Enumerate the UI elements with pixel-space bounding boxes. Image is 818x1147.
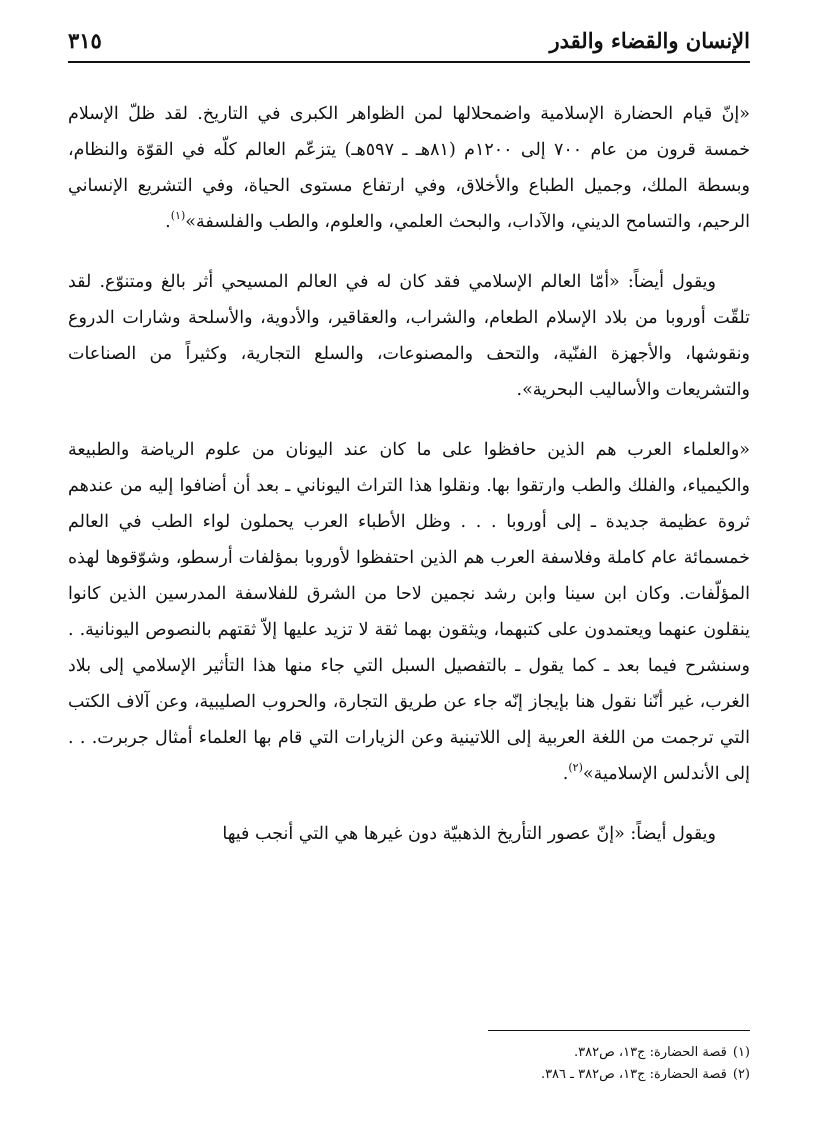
footnote-divider (488, 1030, 750, 1031)
paragraph-tail: . (165, 212, 171, 232)
main-text (68, 96, 750, 876)
paragraph-text: «إنّ قيام الحضارة الإسلامية واضمحلالها لمن الظواهر الكبرى في التاريخ. لقد ظلّ الإسلام خمسة قرون من عام ٧٠٠ إلى ١٢٠٠م (٨١هـ ـ ٥٩٧هـ) يتزعّم العالم كلّه في القوّة والنظام، وبسطة الملك، وجميل الطباع والأخلاق، وفي ارتفاع مستوى الحياة، وفي التشريع الإنساني الرحيم، والتسامح الديني، والآداب، والبحث العلمي، والعلوم، والطب والفلسفة» (68, 104, 751, 232)
footnote-2 (68, 1064, 750, 1086)
footnote-text: قصة الحضارة: ج١٣، ص٣٨٢. (573, 1045, 727, 1060)
footnote-number: (١) (732, 1045, 750, 1060)
header-divider (68, 61, 750, 63)
footnote-number: (٢) (732, 1067, 750, 1082)
footnote-text: قصة الحضارة: ج١٣، ص٣٨٢ ـ ٣٨٦. (540, 1067, 727, 1082)
paragraph-text: «والعلماء العرب هم الذين حافظوا على ما كان عند اليونان من علوم الرياضة والطبيعة والكيمياء، والفلك والطب وارتقوا بها. ونقلوا هذا التراث اليوناني ـ بعد أن أضافوا إليه من عندهم ثروة عظيمة جديدة ـ إلى أوروبا . . . وظل الأطباء العرب يحملون لواء الطب في العالم خمسمائة عام كاملة وفلاسفة العرب هم الذين احتفظوا لأوروبا بمؤلفات أرسطو، وشوّقوها لهذه المؤلّفات. وكان ابن سينا وابن رشد نجمين لاحا من الشرق للفلاسفة المدرسين الذين كانوا ينقلون عنهما ويعتمدون على كتبهما، ويثقون بهما ثقة لا تزيد عليها إلاّ ثقتهم بالنصوص اليونانية. . وسنشرح فيما بعد ـ كما يقول ـ بالتفصيل السبل التي جاء منها هذا التأثير الإسلامي إلى بلاد الغرب، غير أنّنا نقول هنا بإيجاز إنّه جاء عن طريق التجارة، والحروب الصليبية، وعن آلاف الكتب التي ترجمت من اللغة العربية إلى اللاتينية وعن الزيارات التي قام بها العلماء أمثال جربرت. . . إلى الأندلس الإسلامية» (68, 440, 750, 784)
paragraph-text: ويقول أيضاً: «أمّا العالم الإسلامي فقد كان له في العالم المسيحي أثر بالغ ومتنوّع. لقد تلقّت أوروبا من بلاد الإسلام الطعام، والشراب، والعقاقير، والأدوية، والأسلحة وشارات الدروع ونقوشها، والأجهزة الفنّية، والتحف والمصنوعات، والسلع التجارية، وكثيراً من الصناعات والتشريعات والأساليب البحرية». (68, 272, 750, 400)
paragraph-tail: . (562, 764, 569, 784)
page-number: ٣١٥ (68, 28, 102, 53)
footnotes (68, 1042, 750, 1086)
footnote-ref-1[interactable]: (١) (170, 209, 186, 222)
footnote-ref-2[interactable]: (٢) (568, 761, 583, 774)
paragraph-4 (68, 816, 750, 852)
paragraph-text: ويقول أيضاً: «إنّ عصور التأريخ الذهبيّة دون غيرها هي التي أنجب فيها (222, 824, 716, 844)
paragraph-2 (68, 264, 750, 408)
footnote-1 (68, 1042, 750, 1064)
running-title: الإنسان والقضاء والقدر (549, 28, 750, 53)
paragraph-1 (68, 96, 750, 240)
page-header (68, 26, 750, 60)
paragraph-3 (68, 432, 750, 792)
